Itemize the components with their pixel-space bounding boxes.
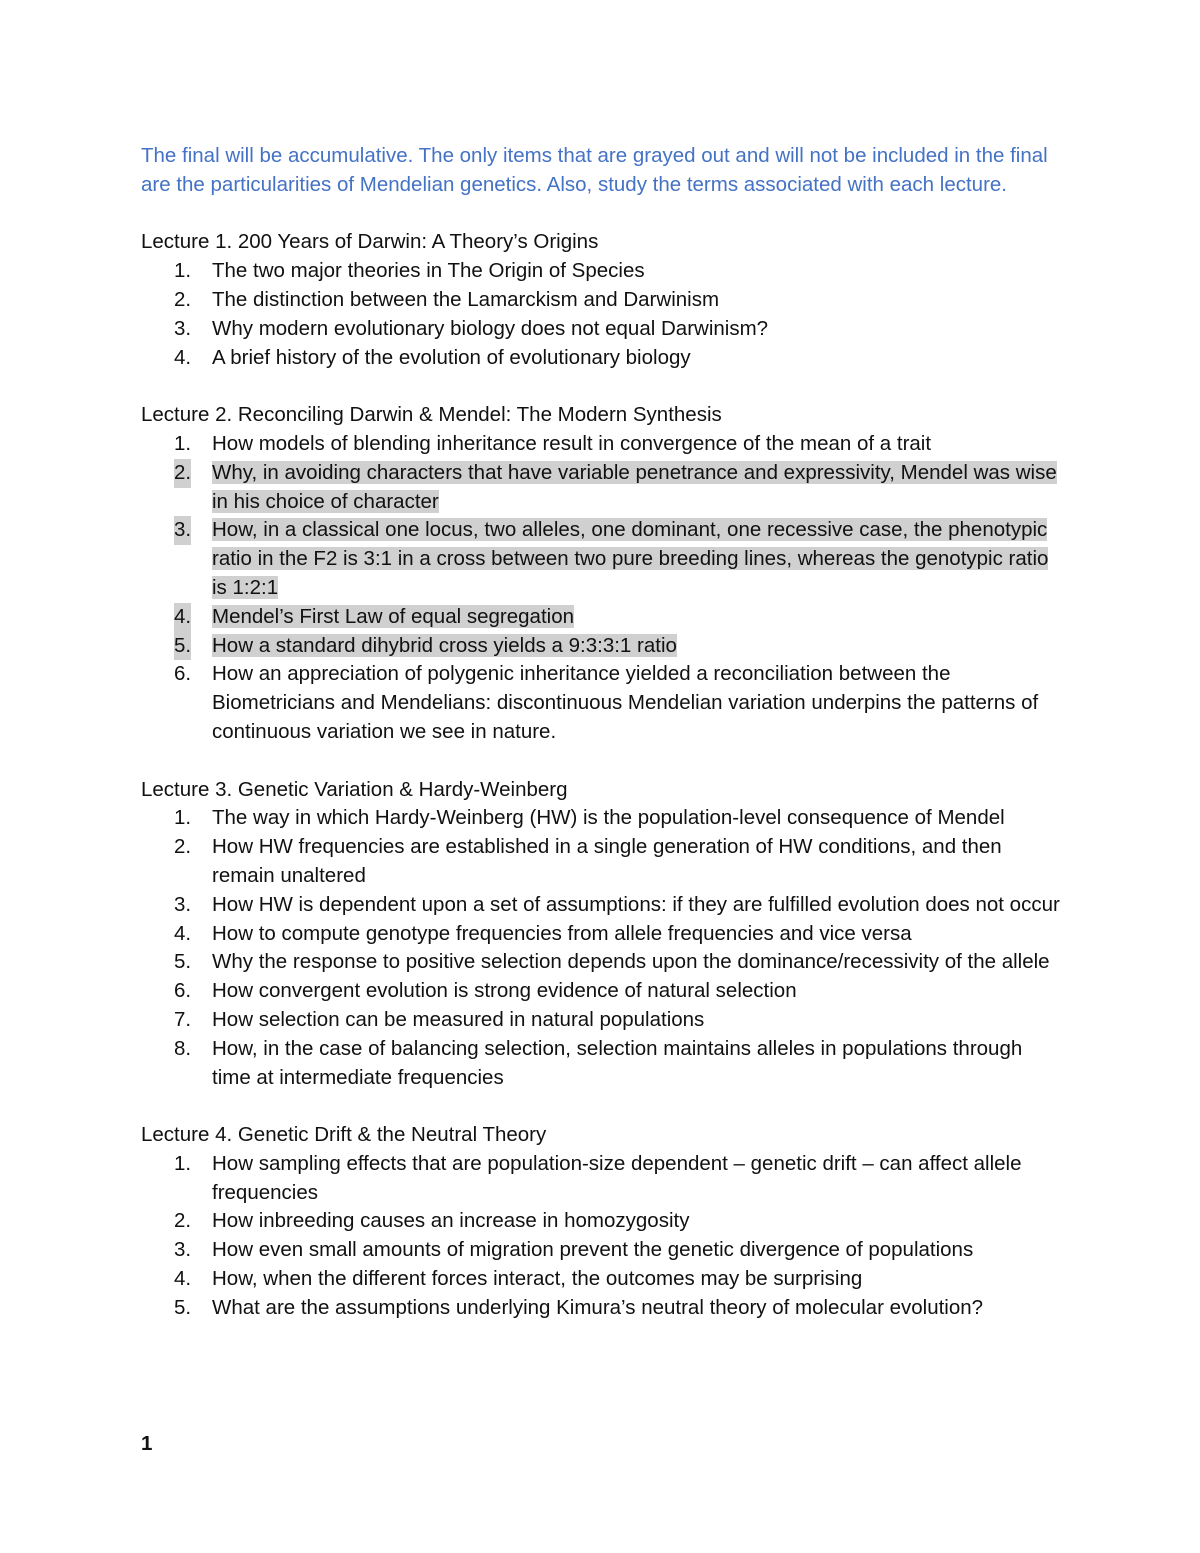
list-item	[141, 1265, 1061, 1294]
item-text: How HW is dependent upon a set of assumptions: if they are fulfilled evolution does not occur	[212, 892, 1060, 916]
item-text: How convergent evolution is strong evidence of natural selection	[212, 979, 797, 1003]
list-item	[141, 833, 1061, 891]
item-number: 5.	[174, 950, 192, 974]
lecture-1-title: Lecture 1. 200 Years of Darwin: A Theory’s Origins	[141, 230, 599, 254]
item-text: A brief history of the evolution of evolutionary biology	[212, 345, 691, 369]
item-number: 1.	[174, 431, 192, 455]
item-number: 2.	[174, 287, 192, 311]
item-number: 2.	[174, 835, 192, 859]
lecture-4-section	[141, 1121, 1061, 1323]
item-text-grayed: How, in a classical one locus, two alleles, one dominant, one recessive case, the phenotypic ratio in the F2 is 3:1 in a cross between two pure breeding lines, whereas the genotypic ratio is 1:2:1	[212, 518, 1049, 599]
item-text: What are the assumptions underlying Kimura’s neutral theory of molecular evolution?	[212, 1295, 984, 1319]
list-item	[141, 804, 1061, 833]
list-item	[141, 1006, 1061, 1035]
item-text: How sampling effects that are population-size dependent – genetic drift – can affect allele frequencies	[212, 1151, 1022, 1204]
item-number: 7.	[174, 1007, 192, 1031]
item-text: How selection can be measured in natural populations	[212, 1007, 705, 1031]
item-number: 4.	[174, 921, 192, 945]
item-number: 3.	[174, 316, 192, 340]
intro-note: The final will be accumulative. The only items that are grayed out and will not be included in the final are the particularities of Mendelian genetics. Also, study the terms associated with each lecture.	[141, 144, 1048, 196]
list-item	[141, 920, 1061, 949]
list-item	[141, 891, 1061, 920]
item-number: 4.	[174, 345, 192, 369]
lecture-2-title: Lecture 2. Reconciling Darwin & Mendel: The Modern Synthesis	[141, 403, 722, 427]
lecture-2-section	[141, 401, 1061, 747]
item-number: 6.	[174, 979, 192, 1003]
lecture-2-list	[141, 430, 1061, 747]
item-number: 5.	[174, 632, 191, 661]
list-item-grayed	[141, 632, 1061, 661]
list-item	[141, 1035, 1061, 1093]
lecture-1-list	[141, 257, 1061, 372]
item-number: 1.	[174, 1151, 192, 1175]
list-item	[141, 1150, 1061, 1208]
item-text: How, when the different forces interact, the outcomes may be surprising	[212, 1267, 863, 1291]
list-item-grayed	[141, 603, 1061, 632]
item-text: How inbreeding causes an increase in homozygosity	[212, 1209, 690, 1233]
list-item	[141, 315, 1061, 344]
lecture-3-title: Lecture 3. Genetic Variation & Hardy-Weinberg	[141, 777, 568, 801]
item-number: 1.	[174, 259, 192, 283]
list-item	[141, 286, 1061, 315]
list-item	[141, 257, 1061, 286]
item-text-grayed: Why, in avoiding characters that have variable penetrance and expressivity, Mendel was wise in his choice of character	[212, 460, 1057, 513]
item-number: 3.	[174, 1238, 192, 1262]
item-number: 3.	[174, 516, 191, 545]
item-text: The distinction between the Lamarckism and Darwinism	[212, 287, 720, 311]
list-item	[141, 1294, 1061, 1323]
lecture-3-section	[141, 776, 1061, 1093]
list-item	[141, 660, 1061, 746]
lecture-3-list	[141, 804, 1061, 1092]
item-text: How HW frequencies are established in a single generation of HW conditions, and then remain unaltered	[212, 835, 1002, 887]
item-text: How an appreciation of polygenic inheritance yielded a reconciliation between the Biometricians and Mendelians: discontinuous Mendelian variation underpins the patterns of continuous variation we see in nature.	[212, 662, 1039, 743]
item-number: 4.	[174, 1267, 192, 1291]
list-item	[141, 948, 1061, 977]
item-number: 3.	[174, 892, 192, 916]
item-text: The way in which Hardy-Weinberg (HW) is the population-level consequence of Mendel	[212, 806, 1005, 830]
item-text-grayed: How a standard dihybrid cross yields a 9:3:3:1 ratio	[212, 633, 677, 657]
page-number: 1	[141, 1432, 153, 1455]
list-item	[141, 1207, 1061, 1236]
item-text: How to compute genotype frequencies from allele frequencies and vice versa	[212, 921, 912, 945]
item-number: 5.	[174, 1295, 192, 1319]
lecture-4-title: Lecture 4. Genetic Drift & the Neutral Theory	[141, 1123, 547, 1147]
list-item	[141, 344, 1061, 373]
item-number: 2.	[174, 1209, 192, 1233]
item-number: 6.	[174, 662, 192, 686]
item-number: 8.	[174, 1036, 192, 1060]
item-text: How, in the case of balancing selection, selection maintains alleles in populations through time at intermediate frequencies	[212, 1036, 1023, 1089]
list-item	[141, 430, 1061, 459]
list-item	[141, 977, 1061, 1006]
item-number: 1.	[174, 806, 192, 830]
item-text: Why modern evolutionary biology does not equal Darwinism?	[212, 316, 769, 340]
item-text-grayed: Mendel’s First Law of equal segregation	[212, 604, 574, 628]
item-text: The two major theories in The Origin of Species	[212, 259, 645, 283]
list-item-grayed	[141, 459, 1061, 517]
item-number: 4.	[174, 603, 191, 632]
lecture-4-list	[141, 1150, 1061, 1323]
lecture-1-section	[141, 228, 1061, 372]
item-number: 2.	[174, 459, 191, 488]
item-text: How models of blending inheritance result in convergence of the mean of a trait	[212, 431, 932, 455]
document-page	[141, 142, 1061, 1351]
list-item-grayed	[141, 516, 1061, 602]
item-text: How even small amounts of migration prevent the genetic divergence of populations	[212, 1238, 974, 1262]
list-item	[141, 1236, 1061, 1265]
item-text: Why the response to positive selection depends upon the dominance/recessivity of the allele	[212, 950, 1050, 974]
